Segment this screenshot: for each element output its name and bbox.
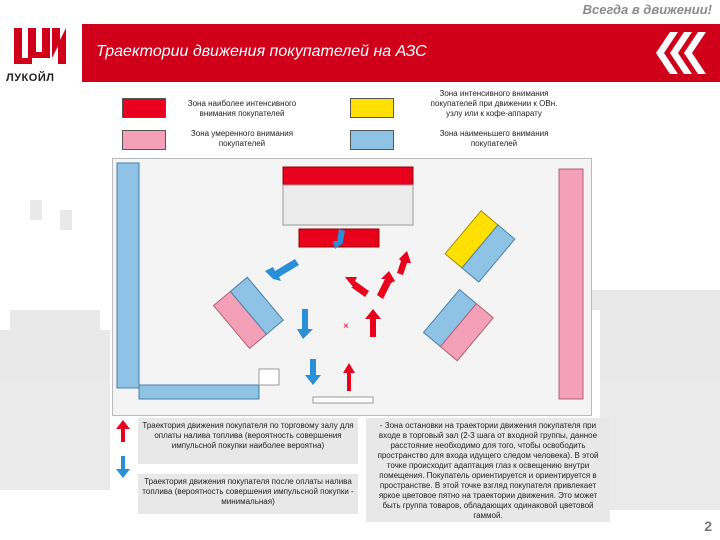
note-right: - Зона остановки на траектории движения покупателя при входе в торговый зал (2-3 шага от входной группы, данное расстояние необходимо для того, чтобы освободить пространство для входа идущего следом человека). В этой точке происходит адаптация глаз к освещению внутри помещения. Покупатель ориентируется и ориентируется в пространстве. В этой точке взгляд покупателя привлекает яркое цветовое пятно на траектории движения. Это может быть группа товаров, обладающих одинаковой цветовой гаммой. bbox=[366, 418, 610, 522]
legend-swatch-red bbox=[122, 98, 166, 118]
note-blue-arrow: Траектория движения покупателя после оплаты налива топлива (вероятность совершения импульсной покупки - минимальная) bbox=[138, 474, 358, 514]
legend-label-yellow: Зона интенсивного внимания покупателей при движении к ОВн. узлу или к кофе-аппарату bbox=[428, 86, 560, 122]
lukoil-logo bbox=[8, 22, 68, 70]
slogan: Всегда в движении! bbox=[582, 2, 712, 17]
legend-label-pink: Зона умеренного внимания покупателей bbox=[176, 128, 308, 150]
floor-plan bbox=[112, 158, 592, 416]
svg-text:×: × bbox=[343, 321, 349, 332]
legend-label-red: Зона наиболее интенсивного внимания покупателей bbox=[176, 96, 308, 122]
page-number: 2 bbox=[704, 518, 712, 534]
red-arrow-icon bbox=[116, 420, 130, 442]
blue-arrow-icon bbox=[116, 456, 130, 478]
legend-swatch-blue bbox=[350, 130, 394, 150]
page-title: Траектории движения покупателей на АЗС bbox=[96, 43, 427, 60]
note-red-arrow: Траектория движения покупателя по торговому залу для оплаты налива топлива (вероятность совершения импульсной покупки наиболее вероятна) bbox=[138, 418, 358, 464]
logo-wordmark: ЛУКОЙЛ bbox=[6, 72, 55, 84]
legend-swatch-pink bbox=[122, 130, 166, 150]
legend-label-blue: Зона наименьшего внимания покупателей bbox=[428, 128, 560, 150]
legend-swatch-yellow bbox=[350, 98, 394, 118]
chevrons-icon bbox=[648, 30, 708, 81]
